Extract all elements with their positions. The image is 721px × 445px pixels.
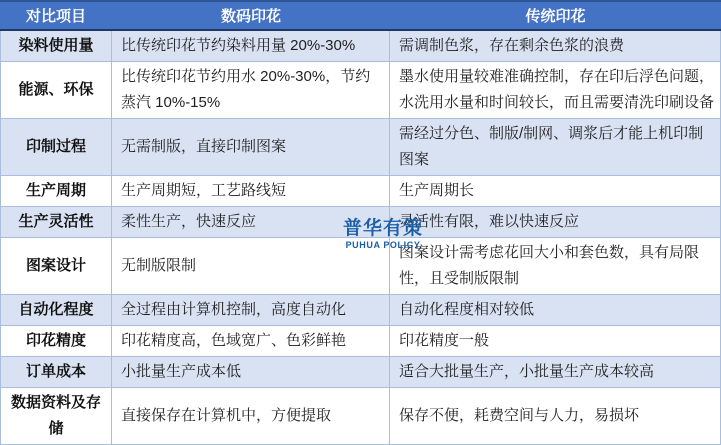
table-body: [0, 31, 721, 445]
traditional-cell: 墨水使用量较难准确控制，存在印后浮色问题，水洗用水量和时间较长，而且需要清洗印刷设备: [399, 68, 715, 111]
table-row: [0, 357, 721, 388]
header-compare-item: 对比项目: [25, 8, 86, 25]
item-cell: 染料使用量: [1, 31, 112, 61]
traditional-cell: 自动化程度相对较低: [399, 301, 535, 318]
watermark-chinese-text: 普华有策: [343, 218, 424, 239]
digital-cell: 柔性生产，快速反应: [112, 207, 390, 237]
traditional-cell: 保存不便，耗费空间与人力，易损坏: [399, 407, 640, 424]
item-cell: 自动化程度: [1, 295, 112, 325]
traditional-cell: 需调制色浆，存在剩余色浆的浪费: [399, 37, 625, 54]
table-row: [0, 388, 721, 445]
digital-cell: 无需制版，直接印制图案: [112, 119, 390, 175]
traditional-cell: 印花精度一般: [399, 332, 490, 349]
digital-cell: 无制版限制: [112, 238, 390, 294]
table-row: [0, 295, 721, 326]
table-row: [0, 238, 721, 295]
table-row: [0, 62, 721, 119]
item-cell: 生产周期: [1, 176, 112, 206]
item-cell: 图案设计: [1, 238, 112, 294]
table-row: [0, 207, 721, 238]
item-cell: 印花精度: [1, 326, 112, 356]
table-row: [0, 31, 721, 62]
item-cell: 订单成本: [1, 357, 112, 387]
table-row: [0, 176, 721, 207]
header-traditional-printing: 传统印花: [525, 8, 586, 25]
digital-cell: 比传统印花节约用水 20%-30%，节约蒸汽 10%-15%: [112, 62, 390, 118]
item-cell: 数据资料及存储: [1, 388, 112, 444]
digital-cell: 比传统印花节约染料用量 20%-30%: [112, 31, 390, 61]
table-header-row: [0, 0, 721, 31]
traditional-cell: 需经过分色、制版/制网、调浆后才能上机印制图案: [399, 125, 704, 168]
digital-cell: 直接保存在计算机中，方便提取: [112, 388, 390, 444]
digital-cell: 印花精度高，色域宽广、色彩鲜艳: [112, 326, 390, 356]
digital-cell: 生产周期短，工艺路线短: [112, 176, 390, 206]
table-row: [0, 326, 721, 357]
traditional-cell: 适合大批量生产，小批量生产成本较高: [399, 363, 655, 380]
traditional-cell: 生产周期长: [399, 182, 475, 199]
item-cell: 能源、环保: [1, 62, 112, 118]
header-digital-printing: 数码印花: [220, 8, 281, 25]
traditional-cell: 图案设计需考虑花回大小和套色数，具有局限性，且受制版限制: [399, 244, 700, 287]
item-cell: 生产灵活性: [1, 207, 112, 237]
watermark-english-text: PUHUA POLICY: [345, 240, 421, 250]
traditional-cell: 灵活性有限，难以快速反应: [399, 213, 580, 230]
table-row: [0, 119, 721, 176]
item-cell: 印制过程: [1, 119, 112, 175]
digital-cell: 全过程由计算机控制，高度自动化: [112, 295, 390, 325]
digital-cell: 小批量生产成本低: [112, 357, 390, 387]
